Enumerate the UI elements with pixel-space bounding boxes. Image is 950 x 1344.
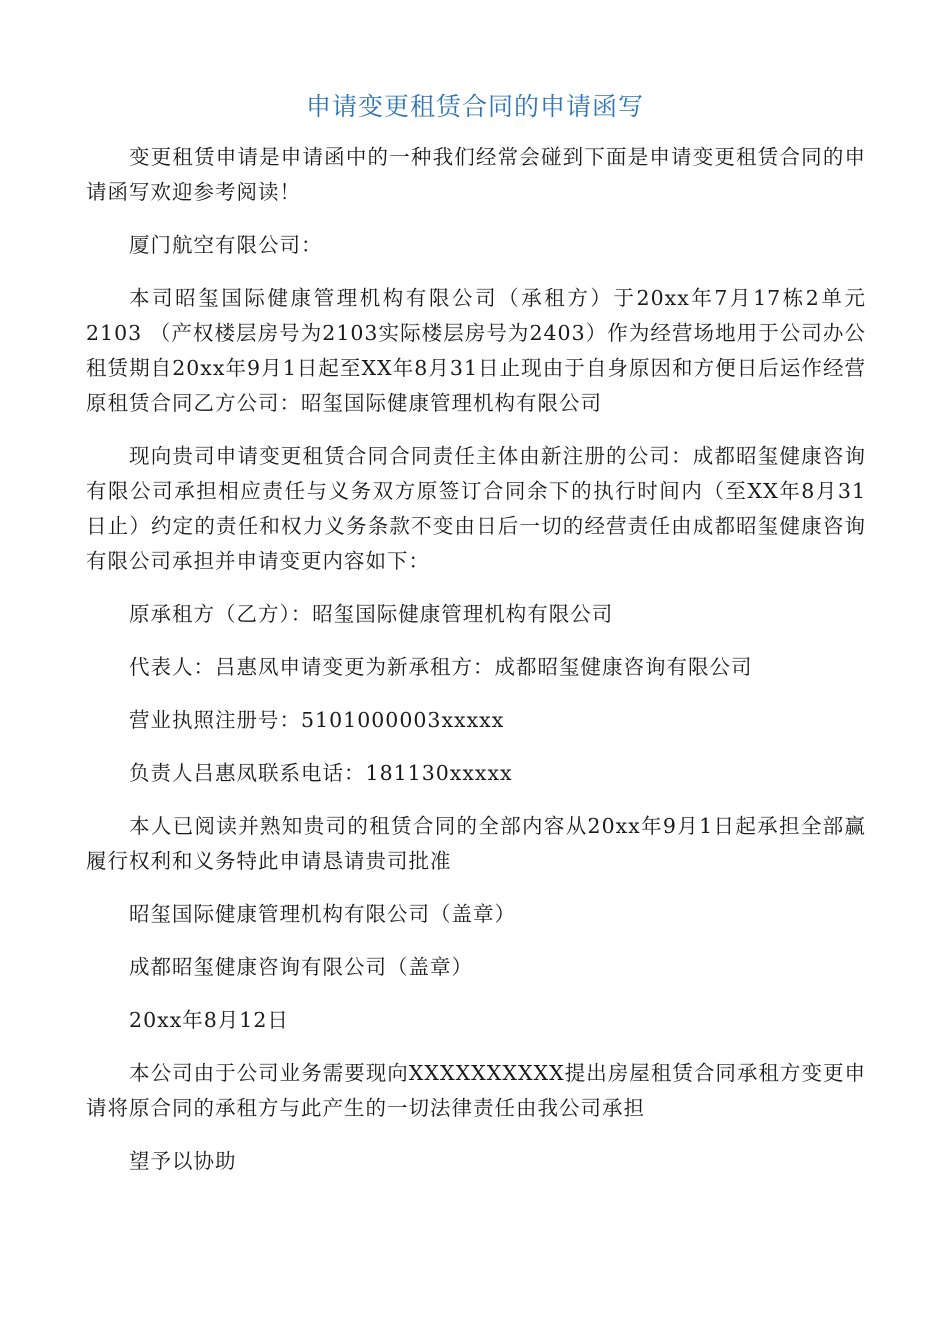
paragraph-license-number: 营业执照注册号：5101000003xxxxx: [129, 708, 505, 732]
paragraph-request: 现向贵司申请变更租赁合同合同责任主体由新注册的公司：成都昭玺健康咨询有限公司承担相应责任与义务双方原签订合同余下的执行时间内（至XX年8月31日止）约定的责任和权力义务条款不变由日后一切的经营责任由成都昭玺健康咨询有限公司承担并申请变更内容如下：: [86, 444, 866, 573]
paragraph-intro: 变更租赁申请是申请函中的一种我们经常会碰到下面是申请变更租赁合同的申请函写欢迎参考阅读！: [86, 145, 866, 204]
document-body: [86, 140, 866, 1197]
paragraph-seal-1: 昭玺国际健康管理机构有限公司（盖章）: [129, 902, 517, 926]
paragraph-acknowledgement: 本人已阅读并熟知贵司的租赁合同的全部内容从20xx年9月1日起承担全部赢履行权利和义务特此申请恳请贵司批准: [86, 814, 866, 873]
paragraph-representative: 代表人：吕惠凤申请变更为新承租方：成都昭玺健康咨询有限公司: [129, 655, 753, 679]
paragraph-seal-2: 成都昭玺健康咨询有限公司（盖章）: [129, 955, 474, 979]
paragraph-original-lessee: 原承租方（乙方）：昭玺国际健康管理机构有限公司: [129, 602, 614, 626]
paragraph-closing: 望予以协助: [129, 1149, 237, 1173]
paragraph-addressee: 厦门航空有限公司：: [129, 233, 323, 257]
paragraph-date: 20xx年8月12日: [129, 1008, 289, 1032]
paragraph-background: 本司昭玺国际健康管理机构有限公司（承租方）于20xx年7月17栋2单元2103 （产权楼层房号为2103实际楼层房号为2403）作为经营场地用于公司办公租赁期自20xx年9月1日起至XX年8月31日止现由于自身原因和方便日后运作经营原租赁合同乙方公司：昭玺国际健康管理机构有限公司: [86, 286, 866, 415]
paragraph-contact-phone: 负责人吕惠凤联系电话：181130xxxxx: [129, 761, 513, 785]
document-title: 申请变更租赁合同的申请函写: [305, 92, 644, 121]
paragraph-second-request: 本公司由于公司业务需要现向XXXXXXXXXX提出房屋租赁合同承租方变更申请将原合同的承租方与此产生的一切法律责任由我公司承担: [86, 1061, 866, 1120]
